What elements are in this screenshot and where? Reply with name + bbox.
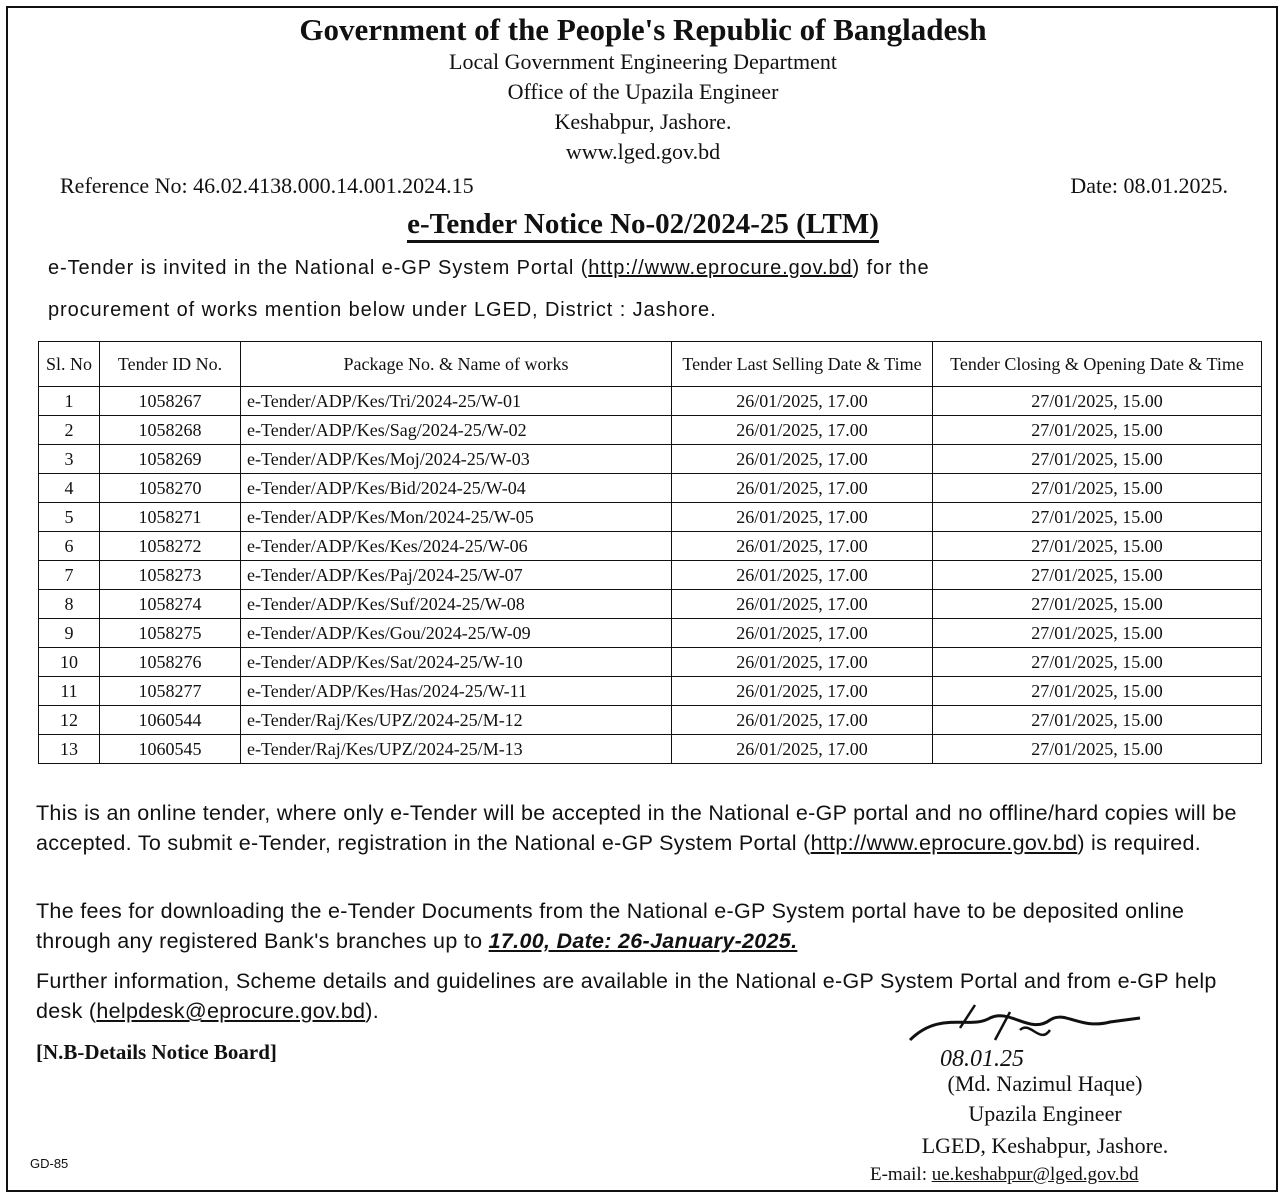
table-row [39,503,1262,532]
cell-tender-id: 1058269 [100,445,241,474]
cell-closing: 27/01/2025, 15.00 [933,416,1262,445]
cell-package: e-Tender/ADP/Kes/Bid/2024-25/W-04 [241,474,672,503]
paragraph-online-tender [36,798,1256,858]
table-row [39,474,1262,503]
header-tender-id: Tender ID No. [100,342,241,387]
cell-sl: 4 [39,474,100,503]
cell-package: e-Tender/ADP/Kes/Kes/2024-25/W-06 [241,532,672,561]
cell-closing: 27/01/2025, 15.00 [933,677,1262,706]
p2-text: The fees for downloading the e-Tender Documents from the National e-GP System portal have to be deposited online through any registered Bank's branches up to [36,899,1185,953]
p1-eprocure-link[interactable]: http://www.eprocure.gov.bd [810,831,1078,855]
signatory-office: LGED, Keshabpur, Jashore. [921,1133,1169,1158]
cell-package: e-Tender/ADP/Kes/Tri/2024-25/W-01 [241,387,672,416]
cell-tender-id: 1058271 [100,503,241,532]
cell-sl: 13 [39,735,100,764]
cell-sl: 8 [39,590,100,619]
cell-selling: 26/01/2025, 17.00 [672,561,933,590]
signatory-title: Upazila Engineer [968,1101,1122,1126]
cell-sl: 9 [39,619,100,648]
cell-sl: 3 [39,445,100,474]
p3-text: Further information, Scheme details and guidelines are available in the National e-GP System Portal and from e-GP help desk ( [36,969,1217,1023]
cell-selling: 26/01/2025, 17.00 [672,503,933,532]
notice-date: Date: 08.01.2025. [1070,173,1228,198]
cell-package: e-Tender/ADP/Kes/Moj/2024-25/W-03 [241,445,672,474]
cell-closing: 27/01/2025, 15.00 [933,532,1262,561]
intro-line-1 [48,257,1258,280]
cell-selling: 26/01/2025, 17.00 [672,416,933,445]
office: Office of the Upazila Engineer [507,79,779,104]
cell-package: e-Tender/ADP/Kes/Sag/2024-25/W-02 [241,416,672,445]
cell-sl: 11 [39,677,100,706]
department: Local Government Engineering Department [449,49,837,74]
header-selling: Tender Last Selling Date & Time [672,342,933,387]
gov-title: Government of the People's Republic of Bangladesh [299,12,987,47]
eprocure-link[interactable]: http://www.eprocure.gov.bd [588,257,853,279]
cell-selling: 26/01/2025, 17.00 [672,445,933,474]
cell-tender-id: 1058267 [100,387,241,416]
cell-package: e-Tender/ADP/Kes/Suf/2024-25/W-08 [241,590,672,619]
cell-sl: 1 [39,387,100,416]
nb-notice-board: [N.B-Details Notice Board] [36,1040,277,1064]
cell-tender-id: 1060545 [100,735,241,764]
table-row [39,445,1262,474]
header-package: Package No. & Name of works [241,342,672,387]
cell-closing: 27/01/2025, 15.00 [933,561,1262,590]
cell-closing: 27/01/2025, 15.00 [933,619,1262,648]
signatory-name: (Md. Nazimul Haque) [947,1071,1143,1096]
cell-tender-id: 1058276 [100,648,241,677]
cell-selling: 26/01/2025, 17.00 [672,677,933,706]
cell-tender-id: 1058272 [100,532,241,561]
cell-package: e-Tender/ADP/Kes/Paj/2024-25/W-07 [241,561,672,590]
cell-closing: 27/01/2025, 15.00 [933,474,1262,503]
intro-text: e-Tender is invited in the National e-GP System Portal ( [48,257,589,279]
cell-sl: 2 [39,416,100,445]
cell-selling: 26/01/2025, 17.00 [672,648,933,677]
cell-tender-id: 1058270 [100,474,241,503]
cell-selling: 26/01/2025, 17.00 [672,706,933,735]
cell-sl: 5 [39,503,100,532]
header-sl: Sl. No [39,342,100,387]
cell-closing: 27/01/2025, 15.00 [933,648,1262,677]
fee-deadline: 17.00, Date: 26-January-2025. [488,929,798,953]
cell-closing: 27/01/2025, 15.00 [933,445,1262,474]
table-row [39,416,1262,445]
helpdesk-email-link[interactable]: helpdesk@eprocure.gov.bd [96,999,366,1023]
cell-selling: 26/01/2025, 17.00 [672,474,933,503]
table-row [39,387,1262,416]
cell-package: e-Tender/Raj/Kes/UPZ/2024-25/M-13 [241,735,672,764]
cell-selling: 26/01/2025, 17.00 [672,735,933,764]
table-row [39,706,1262,735]
cell-tender-id: 1058277 [100,677,241,706]
cell-selling: 26/01/2025, 17.00 [672,619,933,648]
cell-sl: 6 [39,532,100,561]
cell-selling: 26/01/2025, 17.00 [672,532,933,561]
cell-selling: 26/01/2025, 17.00 [672,590,933,619]
cell-closing: 27/01/2025, 15.00 [933,387,1262,416]
notice-title-text: e-Tender Notice No-02/2024-25 (LTM) [407,208,879,243]
email-label: E-mail: [870,1164,932,1185]
location: Keshabpur, Jashore. [554,109,732,134]
cell-package: e-Tender/Raj/Kes/UPZ/2024-25/M-12 [241,706,672,735]
cell-tender-id: 1058274 [100,590,241,619]
footer-code: GD-85 [30,1156,69,1171]
p1-text: This is an online tender, where only e-Tender will be accepted in the National e-GP portal and no offline/hard copies will be accepted. To submit e-Tender, registration in the National e-GP System Portal ( [36,801,1237,855]
cell-sl: 7 [39,561,100,590]
cell-tender-id: 1060544 [100,706,241,735]
intro-line-2: procurement of works mention below under LGED, District : Jashore. [48,299,717,321]
cell-sl: 12 [39,706,100,735]
table-row [39,648,1262,677]
table-row [39,561,1262,590]
table-row [39,619,1262,648]
header-closing: Tender Closing & Opening Date & Time [933,342,1262,387]
cell-closing: 27/01/2025, 15.00 [933,503,1262,532]
table-row [39,532,1262,561]
cell-package: e-Tender/ADP/Kes/Gou/2024-25/W-09 [241,619,672,648]
table-row [39,590,1262,619]
p3-text-end: ). [365,999,379,1023]
intro-text-end: ) for the [852,257,930,279]
email-link[interactable]: ue.keshabpur@lged.gov.bd [931,1164,1139,1185]
signature-image [900,1000,1160,1070]
cell-tender-id: 1058268 [100,416,241,445]
website: www.lged.gov.bd [565,139,721,164]
cell-tender-id: 1058275 [100,619,241,648]
cell-selling: 26/01/2025, 17.00 [672,387,933,416]
p1-text-end: ) is required. [1077,831,1202,855]
cell-closing: 27/01/2025, 15.00 [933,706,1262,735]
cell-closing: 27/01/2025, 15.00 [933,735,1262,764]
table-row [39,677,1262,706]
cell-closing: 27/01/2025, 15.00 [933,590,1262,619]
tender-table [38,341,1262,764]
paragraph-fees [36,896,1256,956]
reference-number: Reference No: 46.02.4138.000.14.001.2024.15 [60,173,474,198]
table-body [39,387,1262,764]
table-row [39,735,1262,764]
signatory-email [870,1164,1138,1186]
cell-package: e-Tender/ADP/Kes/Has/2024-25/W-11 [241,677,672,706]
cell-package: e-Tender/ADP/Kes/Sat/2024-25/W-10 [241,648,672,677]
table-header-row [39,342,1262,387]
notice-title [0,208,1286,241]
cell-tender-id: 1058273 [100,561,241,590]
handwritten-date: 08.01.25 [940,1046,1024,1070]
cell-sl: 10 [39,648,100,677]
cell-package: e-Tender/ADP/Kes/Mon/2024-25/W-05 [241,503,672,532]
